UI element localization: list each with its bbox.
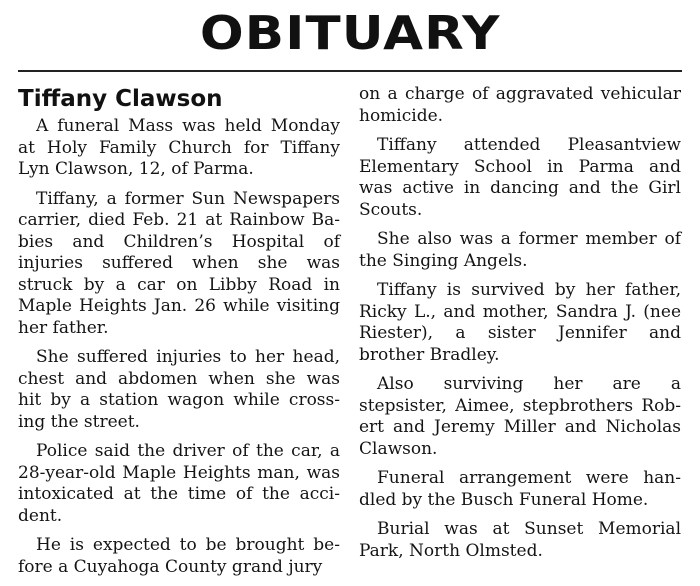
- text-line: Lyn Clawson, 12, of Parma.: [18, 159, 254, 179]
- text-line: brother Bradley.: [359, 344, 500, 365]
- text-line: ing the street.: [18, 411, 140, 432]
- text-line: intoxicated at the time of the acci-: [18, 484, 340, 504]
- text-line: Riester), a sister Jennifer and: [359, 323, 681, 343]
- paragraph: [359, 135, 681, 221]
- text-line: A funeral Mass was held Monday: [36, 116, 340, 136]
- text-line: Park, North Olmsted.: [359, 540, 543, 561]
- text-line: ert and Jeremy Miller and Nicholas: [359, 417, 681, 437]
- text-line: dent.: [18, 505, 63, 526]
- paragraph: [18, 535, 340, 578]
- paragraph: [18, 441, 340, 527]
- paragraph: [359, 374, 681, 460]
- text-line: Tiffany, a former Sun Newspapers: [36, 188, 340, 209]
- text-line: He is expected to be brought be-: [36, 535, 340, 555]
- text-line: hit by a station wagon while cross-: [18, 390, 340, 410]
- text-line: Clawson.: [359, 438, 438, 459]
- masthead: [0, 0, 700, 66]
- text-line: Elementary School in Parma and: [359, 156, 681, 177]
- text-line: was active in dancing and the Girl: [359, 178, 681, 198]
- text-line: at Holy Family Church for Tiffany: [18, 137, 340, 158]
- text-line: Ricky L., and mother, Sandra J. (nee: [359, 301, 681, 322]
- text-line: her father.: [18, 317, 109, 338]
- text-line: Tiffany attended Pleasantview: [377, 135, 681, 155]
- text-line: the Singing Angels.: [359, 250, 528, 271]
- text-line: struck by a car on Libby Road in: [18, 274, 340, 295]
- text-line: Funeral arrangement were han-: [377, 468, 681, 488]
- text-line: She suffered injuries to her head,: [36, 347, 340, 367]
- text-line: homicide.: [359, 105, 444, 126]
- paragraph: [359, 280, 681, 366]
- left-column: [18, 86, 340, 586]
- paragraph: [18, 347, 340, 433]
- text-line: on a charge of aggravated vehicular: [359, 84, 681, 104]
- text-line: chest and abdomen when she was: [18, 368, 340, 389]
- paragraph: [359, 229, 681, 272]
- left-column-body: [18, 116, 340, 578]
- text-line: dled by the Busch Funeral Home.: [359, 489, 649, 510]
- article-headline: Tiffany Clawson: [18, 86, 223, 112]
- text-line: carrier, died Feb. 21 at Rainbow Ba-: [18, 210, 340, 230]
- text-line: injuries suffered when she was: [18, 253, 340, 273]
- paragraph: [18, 116, 340, 181]
- text-line: She also was a former member of: [377, 229, 681, 249]
- text-line: stepsister, Aimee, stepbrothers Rob-: [359, 395, 681, 416]
- right-column: [359, 84, 681, 570]
- paragraph: [359, 468, 681, 511]
- section-title: OBITUARY: [199, 6, 501, 60]
- paragraph: [359, 84, 681, 127]
- right-column-body: [359, 84, 681, 562]
- text-line: Tiffany is survived by her father,: [377, 280, 681, 300]
- text-line: 28-year-old Maple Heights man, was: [18, 462, 340, 483]
- text-line: bies and Children’s Hospital of: [18, 231, 340, 252]
- text-line: fore a Cuyahoga County grand jury: [18, 556, 323, 577]
- text-line: Burial was at Sunset Memorial: [377, 519, 681, 539]
- paragraph: [18, 189, 340, 340]
- text-line: Scouts.: [359, 199, 423, 220]
- text-line: Also surviving her are a: [377, 374, 681, 394]
- masthead-rule: [18, 70, 682, 72]
- text-line: Maple Heights Jan. 26 while visiting: [18, 296, 340, 316]
- text-line: Police said the driver of the car, a: [36, 441, 340, 461]
